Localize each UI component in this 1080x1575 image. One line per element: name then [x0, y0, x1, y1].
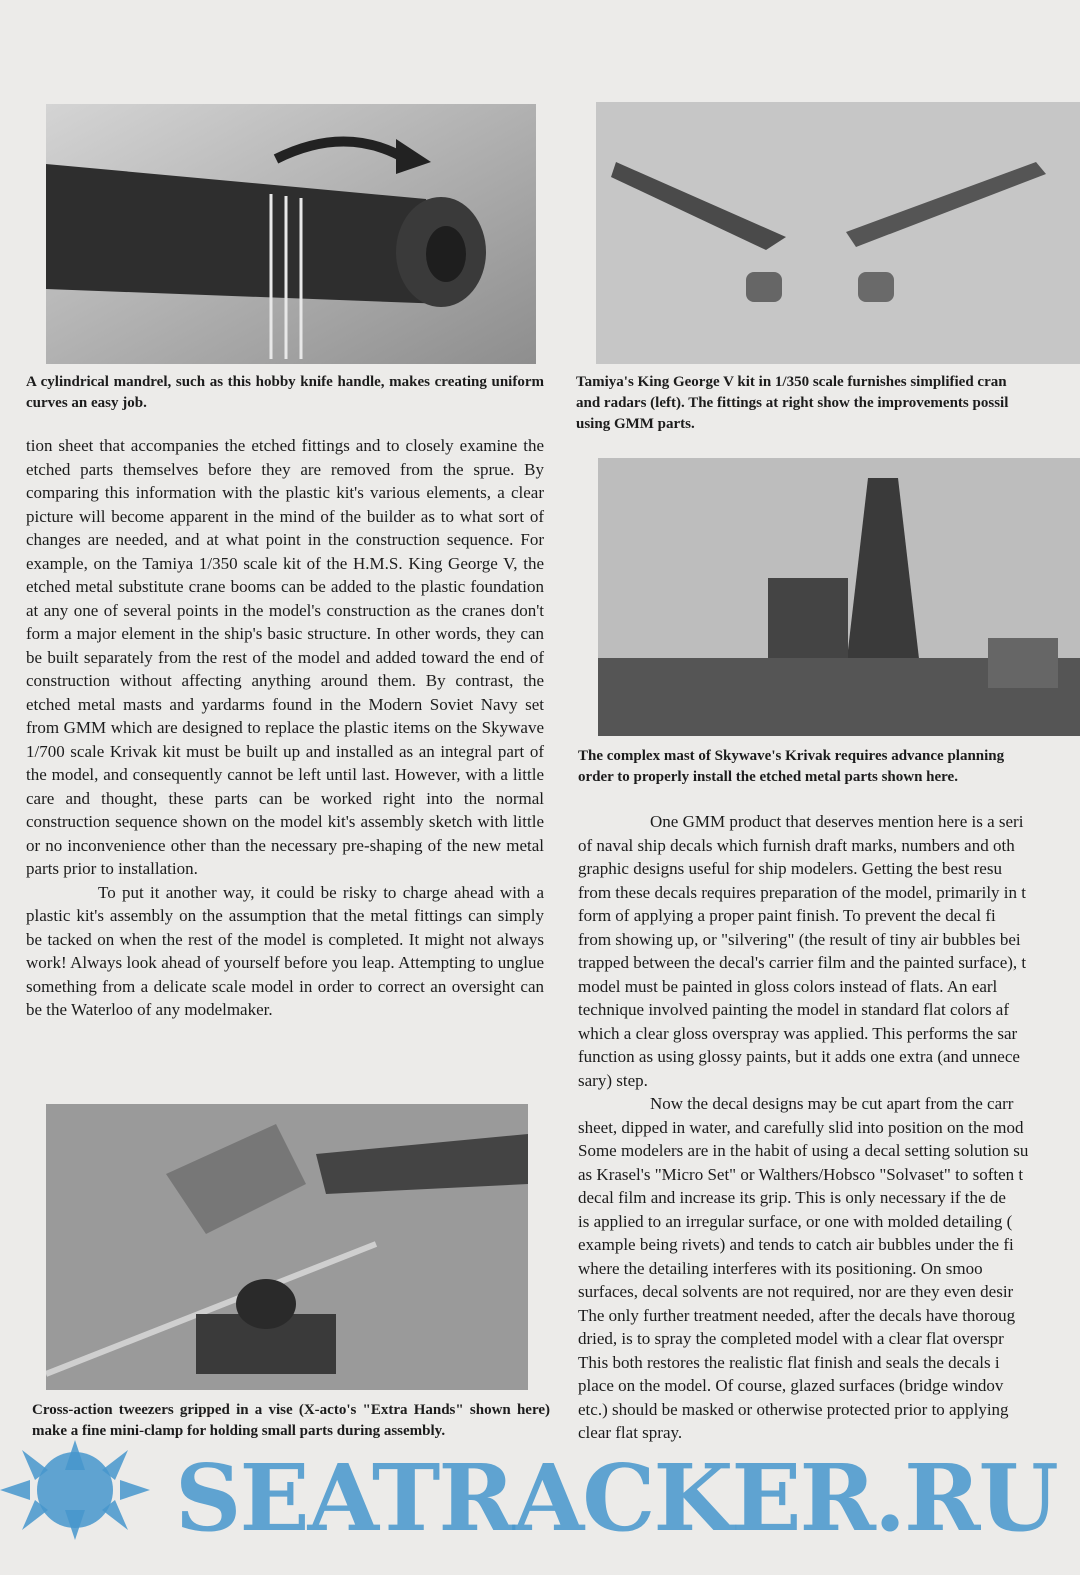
mandrel-illustration: [46, 104, 536, 364]
right-body-line: clear flat spray.: [578, 1423, 683, 1442]
caption-kgv-line: using GMM parts.: [576, 416, 695, 432]
right-body-line: is applied to an irregular surface, or one with molded detailing (: [578, 1211, 1013, 1231]
kgv-crane-illustration: [596, 102, 1080, 364]
krivak-mast-illustration: [598, 458, 1080, 736]
left-body-column: [26, 434, 544, 1022]
watermark-text: SEATRACKER.RU: [175, 1444, 1057, 1552]
right-body-line: graphic designs useful for ship modelers. Getting the best resu: [578, 859, 1002, 878]
right-body-line: Now the decal designs may be cut apart from the carr: [650, 1094, 1014, 1113]
photo-tweezers: [46, 1104, 528, 1390]
right-body-line: etc.) should be masked or otherwise protected prior to applying: [578, 1399, 1009, 1419]
right-body-line: as Krasel's "Micro Set" or Walthers/Hobsco "Solvaset" to soften t: [578, 1164, 1024, 1184]
right-body-line: from these decals requires preparation of the model, primarily in t: [578, 882, 1026, 902]
photo-kgv: [596, 102, 1080, 364]
right-body-line: The only further treatment needed, after the decals have thoroug: [578, 1305, 1016, 1325]
right-body-line: where the detailing interferes with its positioning. On smoo: [578, 1258, 983, 1278]
right-body-line: which a clear gloss overspray was applied. This performs the sar: [578, 1023, 1018, 1043]
photo-mandrel: [46, 104, 536, 364]
right-body-line: dried, is to spray the completed model with a clear flat overspr: [578, 1329, 1004, 1348]
right-body-line: One GMM product that deserves mention here is a seri: [650, 812, 1024, 831]
right-body-line: example being rivets) and tends to catch air bubbles under the fi: [578, 1235, 1014, 1254]
caption-kgv-line: and radars (left). The fittings at right show the improvements possil: [576, 395, 1009, 411]
right-body-line: from showing up, or "silvering" (the result of tiny air bubbles bei: [578, 929, 1021, 949]
right-body-column: [578, 810, 1080, 1445]
photo-krivak: [598, 458, 1080, 736]
right-body-line: place on the model. Of course, glazed surfaces (bridge windov: [578, 1376, 1004, 1395]
right-body-line: sheet, dipped in water, and carefully slid into position on the mod: [578, 1117, 1024, 1137]
caption-krivak-line: order to properly install the etched metal parts shown here.: [578, 769, 958, 785]
right-body-line: decal film and increase its grip. This is only necessary if the de: [578, 1188, 1006, 1207]
right-body-line: model must be painted in gloss colors instead of flats. An earl: [578, 976, 998, 996]
right-body-line: surfaces, decal solvents are not required, nor are they even desir: [578, 1282, 1014, 1301]
caption-mandrel: A cylindrical mandrel, such as this hobby knife handle, makes creating uniform curves an easy job.: [26, 374, 544, 411]
caption-tweezers: Cross-action tweezers gripped in a vise (X-acto's "Extra Hands" shown here) make a fine mini-clamp for holding small parts during assembly.: [32, 1402, 550, 1439]
caption-krivak-line: The complex mast of Skywave's Krivak requires advance planning: [578, 748, 1005, 764]
caption-krivak: [578, 746, 1080, 788]
tweezers-illustration: [46, 1104, 528, 1390]
left-paragraph-2: To put it another way, it could be risky to charge ahead with a plastic kit's assembly on the assumption that the metal fittings can simply be tacked on when the rest of the model is completed. It might not always work! Always look ahead of yourself before you leap. Attempting to unglue something from a delicate scale model in order to correct an oversight can be the Waterloo of any modelmaker.: [26, 882, 544, 1019]
caption-kgv: [576, 372, 1080, 435]
left-paragraph-1: tion sheet that accompanies the etched fittings and to closely examine the etched parts themselves before they are removed from the sprue. By comparing this information with the plastic kit's various elements, a clear picture will become apparent in the mind of the builder as to what sort of changes are needed, and at what point in the construction sequence. For example, on the Tamiya 1/350 scale kit of the H.M.S. King George V, the etched metal substitute crane booms can be added to the plastic foundation at any one of several points in the model's construction as the cranes don't form a major element in the ship's basic structure. In other words, they can be built separately from the rest of the model and added toward the end of construction without affecting anything around them. By contrast, the etched metal masts and yardarms found in the Modern Soviet Navy set from GMM which are designed to replace the plastic items on the Skywave 1/700 scale Krivak kit must be built up and installed as an integral part of the model, and consequently cannot be left until last. However, with a little care and thought, these parts can be worked right into the normal construction sequence shown on the model kit's assembly sketch with little or no inconvenience other than the necessary pre-shaping of the new metal parts prior to installation.: [26, 436, 544, 878]
right-body-line: This both restores the realistic flat finish and seals the decals i: [578, 1352, 1000, 1372]
right-body-line: form of applying a proper paint finish. To prevent the decal fi: [578, 906, 996, 925]
right-body-line: technique involved painting the model in standard flat colors af: [578, 1000, 1010, 1019]
right-body-line: sary) step.: [578, 1070, 648, 1090]
right-body-line: trapped between the decal's carrier film and the painted surface), t: [578, 953, 1027, 972]
right-body-line: of naval ship decals which furnish draft marks, numbers and oth: [578, 835, 1015, 855]
right-body-line: function as using glossy paints, but it adds one extra (and unnece: [578, 1047, 1020, 1066]
right-body-line: Some modelers are in the habit of using a decal setting solution su: [578, 1141, 1029, 1160]
caption-kgv-line: Tamiya's King George V kit in 1/350 scale furnishes simplified cran: [576, 374, 1007, 390]
